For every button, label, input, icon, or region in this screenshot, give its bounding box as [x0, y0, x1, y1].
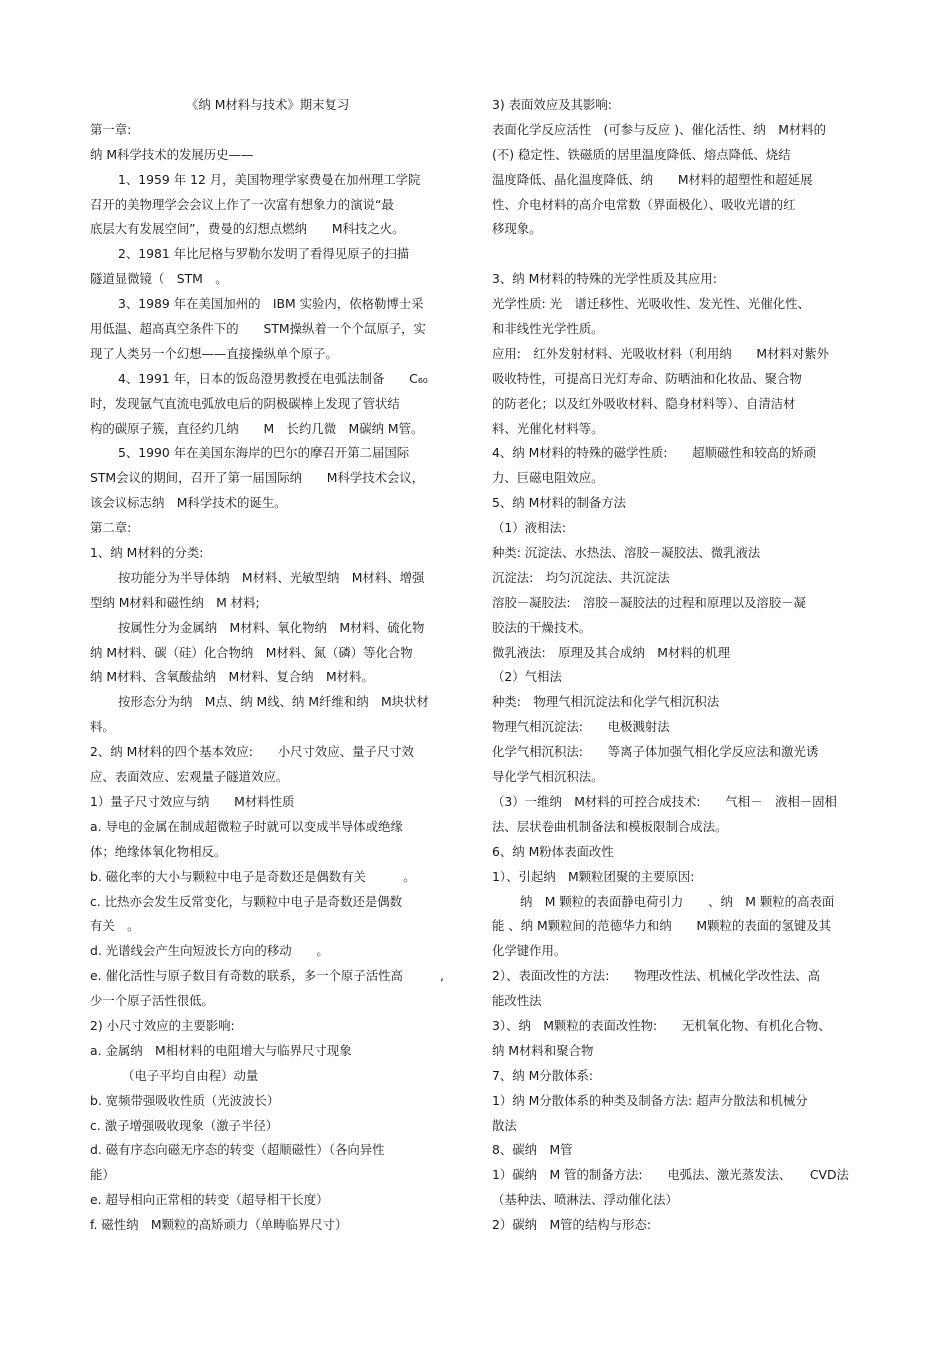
- text-line: 少一个原子活性很低。: [90, 993, 214, 1009]
- text-line: 法、层状卷曲机制备法和模板限制合成法。: [492, 818, 728, 834]
- text-line: 料、光催化材料等。: [492, 420, 604, 436]
- text-line: 化学键作用。: [492, 943, 567, 959]
- left-column: [90, 93, 462, 1238]
- text-line: e. 超导相向正常相的转变（超导相干长度）: [90, 1192, 329, 1208]
- text-line: 1）碳纳 M 管的制备方法: 电弧法、激光蒸发法、 CVD法: [492, 1167, 849, 1183]
- text-line: 2、1981 年比尼格与罗勒尔发明了看得见原子的扫描: [118, 246, 410, 262]
- text-line: 按功能分为半导体纳 M材料、光敏型纳 M材料、增强: [118, 569, 425, 585]
- text-line: 2) 小尺寸效应的主要影响:: [90, 1017, 235, 1033]
- text-line: 1、1959 年 12 月，美国物理学家费曼在加州理工学院: [118, 171, 421, 187]
- text-line: 6、纳 M粉体表面改性: [492, 843, 614, 859]
- text-line: (不) 稳定性、铁磁质的居里温度降低、熔点降低、烧结: [492, 146, 791, 162]
- text-line: 3、纳 M材料的特殊的光学性质及其应用:: [492, 271, 717, 287]
- text-line: 1）纳 M分散体系的种类及制备方法: 超声分散法和机械分: [492, 1092, 808, 1108]
- text-line: 应用: 红外发射材料、光吸收材料（利用纳 M材料对紫外: [492, 345, 830, 361]
- text-line: a. 金属纳 M相材料的电阻增大与临界尺寸现象: [90, 1042, 352, 1058]
- text-line: 纳 M 颗粒的表面静电荷引力 、纳 M 颗粒的高表面: [520, 893, 835, 909]
- text-line: 7、纳 M分散体系:: [492, 1067, 594, 1083]
- text-line: （2）气相法: [492, 669, 562, 685]
- text-line: d. 磁有序态向磁无序态的转变（超顺磁性）（各向异性: [90, 1142, 385, 1158]
- text-line: （1）液相法:: [492, 520, 567, 536]
- text-line: 微乳液法: 原理及其合成纳 M材料的机理: [492, 644, 730, 660]
- text-line: 有关 。: [90, 918, 140, 934]
- text-line: 种类: 沉淀法、水热法、溶胶－凝胶法、微乳液法: [492, 545, 761, 561]
- text-line: 1）、引起纳 M颗粒团聚的主要原因:: [492, 868, 695, 884]
- text-line: 底层大有发展空间”，费曼的幻想点燃纳 M科技之火。: [90, 221, 405, 237]
- text-line: （电子平均自由程）动量: [122, 1067, 259, 1083]
- text-line: 3) 表面效应及其影响:: [492, 97, 612, 112]
- text-line: 5、纳 M材料的制备方法: [492, 495, 627, 511]
- text-line: 4、纳 M材料的特殊的磁学性质: 超顺磁性和较高的矫顽: [492, 445, 817, 461]
- text-line: 表面化学反应活性 (可参与反应 )、催化活性、纳 M材料的: [492, 121, 827, 137]
- text-line: 体；绝缘体氧化物相反。: [90, 843, 227, 859]
- text-line: a. 导电的金属在制成超微粒子时就可以变成半导体或绝缘: [90, 818, 403, 834]
- text-line: 溶胶－凝胶法: 溶胶－凝胶法的过程和原理以及溶胶－凝: [492, 594, 806, 610]
- text-line: 导化学气相沉积法。: [492, 769, 604, 785]
- text-line: 温度降低、晶化温度降低、纳 M材料的超塑性和超延展: [492, 171, 813, 187]
- text-line: 化学气相沉积法: 等离子体加强气相化学反应法和激光诱: [492, 744, 819, 760]
- text-line: 能改性法: [492, 993, 542, 1009]
- text-line: 2）、表面改性的方法: 物理改性法、机械化学改性法、高: [492, 968, 821, 984]
- text-line: 按形态分为纳 M点、纳 M线、纳 M纤维和纳 M块状材: [118, 694, 429, 710]
- right-column: [492, 93, 864, 1238]
- text-line: 该会议标志纳 M科学技术的诞生。: [90, 495, 287, 511]
- text-line: 构的碳原子簇，直径约几纳 M 长约几微 M碳纳 M管。: [90, 420, 424, 436]
- text-line: 纳 M材料、含氧酸盐纳 M材料、复合纳 M材料。: [90, 669, 374, 685]
- text-line: （3）一维纳 M材料的可控合成技术: 气相－ 液相－固相: [492, 793, 837, 809]
- text-line: （基种法、喷淋法、浮动催化法）: [492, 1192, 678, 1208]
- text-line: 应、表面效应、宏观量子隧道效应。: [90, 769, 289, 785]
- text-line: 隧道显微镜（ STM 。: [90, 271, 228, 287]
- text-line: b. 磁化率的大小与颗粒中电子是奇数还是偶数有关 。: [90, 868, 416, 884]
- text-line: 物理气相沉淀法: 电极溅射法: [492, 719, 670, 735]
- text-line: 料。: [90, 719, 115, 735]
- text-line: 纳 M材料、碳（硅）化合物纳 M材料、氮（磷）等化合物: [90, 644, 413, 660]
- text-line: 的防老化；以及红外吸收材料、隐身材料等）、自清洁材: [492, 395, 796, 411]
- text-line: 第二章:: [90, 520, 132, 536]
- text-line: 能）: [90, 1167, 115, 1183]
- text-line: STM会议的期间，召开了第一届国际纳 M科学技术会议，: [90, 470, 425, 486]
- text-line: 纳 M材料和聚合物: [492, 1042, 594, 1058]
- text-line: 胶法的干燥技术。: [492, 619, 592, 635]
- text-line: 2、纳 M材料的四个基本效应: 小尺寸效应、量子尺寸效: [90, 744, 415, 760]
- text-line: f. 磁性纳 M颗粒的高矫顽力（单畴临界尺寸）: [90, 1217, 348, 1233]
- text-line: 种类: 物理气相沉淀法和化学气相沉积法: [492, 694, 720, 710]
- text-line: [492, 242, 864, 267]
- text-line: 型纳 M材料和磁性纳 M 材料;: [90, 594, 260, 610]
- text-line: 3、1989 年在美国加州的 IBM 实验内，依格勒博士采: [118, 296, 424, 312]
- text-line: e. 催化活性与原子数目有奇数的联系，多一个原子活性高 ,: [90, 968, 444, 984]
- text-line: c. 激子增强吸收现象（激子半径）: [90, 1117, 279, 1133]
- text-line: 3）、纳 M颗粒的表面改性物: 无机氧化物、有机化合物、: [492, 1017, 831, 1033]
- text-line: 散法: [492, 1117, 517, 1133]
- text-line: 纳 M科学技术的发展历史——: [90, 146, 254, 162]
- text-line: 移现象。: [492, 221, 542, 237]
- text-line: 2）碳纳 M管的结构与形态:: [492, 1217, 652, 1233]
- text-line: 用低温、超高真空条件下的 STM操纵着一个个氙原子，实: [90, 321, 426, 337]
- text-line: 第一章:: [90, 121, 132, 137]
- text-line: 4、1991 年，日本的饭岛澄男教授在电弧法制备 C₆₀: [118, 370, 428, 386]
- text-line: 能 、纳 M颗粒间的范德华力和纳 M颗粒的表面的氢键及其: [492, 918, 832, 934]
- text-line: 按属性分为金属纳 M材料、氧化物纳 M材料、硫化物: [118, 619, 425, 635]
- text-line: 8、碳纳 M管: [492, 1142, 573, 1158]
- text-line: 和非线性光学性质。: [492, 321, 604, 337]
- text-line: 性、介电材料的高介电常数（界面极化）、吸收光谱的红: [492, 196, 796, 212]
- text-line: 现了人类另一个幻想——直接操纵单个原子。: [90, 345, 338, 361]
- text-line: 沉淀法: 均匀沉淀法、共沉淀法: [492, 569, 670, 585]
- text-line: b. 宽频带强吸收性质（光波波长）: [90, 1092, 280, 1108]
- text-line: 时，发现氩气直流电弧放电后的阴极碳棒上发现了管状结: [90, 395, 400, 411]
- page-title: 《纳 M材料与技术》期末复习: [186, 97, 350, 112]
- text-line: 1、纳 M材料的分类:: [90, 545, 204, 561]
- text-line: d. 光谱线会产生向短波长方向的移动 。: [90, 943, 329, 959]
- text-line: 召开的美物理学会会议上作了一次富有想象力的演说“最: [90, 196, 394, 212]
- text-line: 吸收特性，可提高日光灯寿命、防晒油和化妆品、聚合物: [492, 370, 802, 386]
- text-line: 1）量子尺寸效应与纳 M材料性质: [90, 793, 295, 809]
- text-line: c. 比热亦会发生反常变化，与颗粒中电子是奇数还是偶数: [90, 893, 403, 909]
- text-line: 5、1990 年在美国东海岸的巴尔的摩召开第二届国际: [118, 445, 410, 461]
- text-line: 力、巨磁电阻效应。: [492, 470, 604, 486]
- text-line: 光学性质: 光 谱迁移性、光吸收性、发光性、光催化性、: [492, 296, 810, 312]
